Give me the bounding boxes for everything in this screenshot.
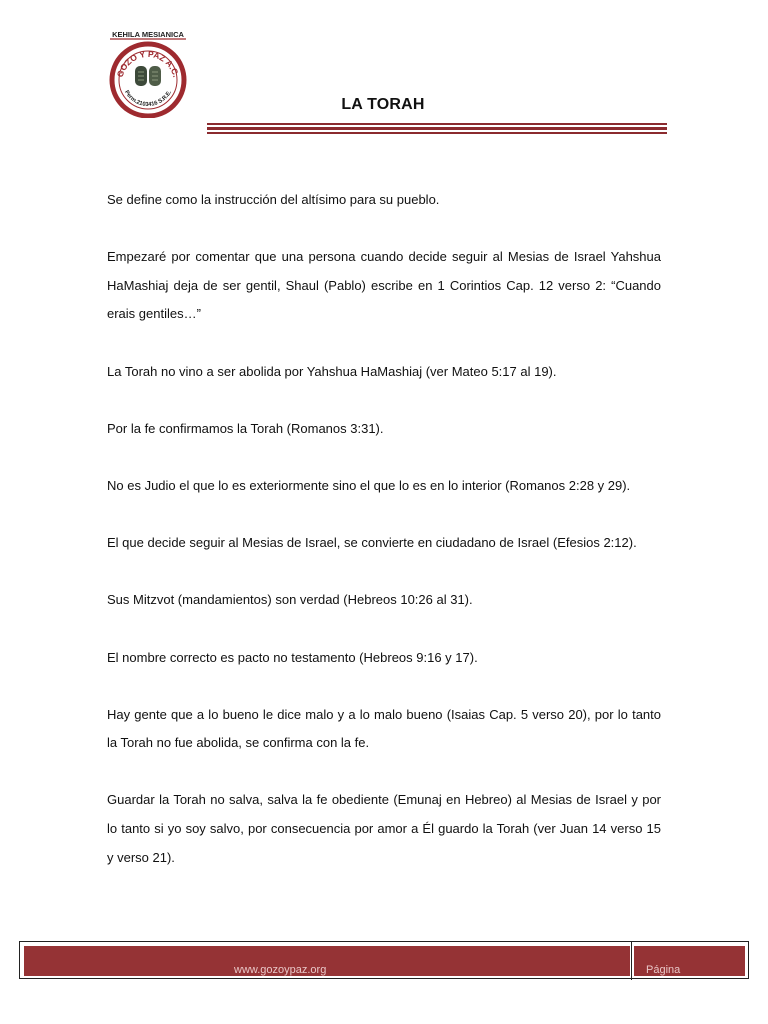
footer-page-bar — [634, 946, 745, 976]
paragraph: Empezaré por comentar que una persona cuando decide seguir al Mesias de Israel Yahshua HaMashiaj deja de ser gentil, Shaul (Pablo) escribe en 1 Corintios Cap. 12 verso 2: “Cuando erais gentiles…” — [107, 249, 661, 322]
footer-website-text: www.gozoypaz.org — [234, 964, 327, 976]
paragraph: La Torah no vino a ser abolida por Yahshua HaMashiaj (ver Mateo 5:17 al 19). — [107, 363, 557, 379]
paragraph: No es Judio el que lo es exteriormente sino el que lo es en lo interior (Romanos 2:28 y 29). — [107, 477, 631, 493]
footer-divider — [631, 942, 632, 980]
document-body — [107, 186, 661, 872]
paragraph: Guardar la Torah no salva, salva la fe obediente (Emunaj en Hebreo) al Mesias de Israel y por lo tanto si yo soy salvo, por consecuencia por amor a Él guardo la Torah (ver Juan 14 verso 15 y verso 21). — [107, 792, 661, 865]
footer-website-bar — [24, 946, 630, 976]
paragraph: Se define como la instrucción del altísimo para su pueblo. — [107, 192, 440, 207]
page-title: LA TORAH — [341, 96, 425, 113]
logo-top-text: KEHILA MESIANICA — [112, 30, 184, 39]
page-footer — [19, 941, 749, 979]
paragraph: Sus Mitzvot (mandamientos) son verdad (Hebreos 10:26 al 31). — [107, 592, 473, 608]
title-divider — [207, 123, 667, 134]
paragraph: El que decide seguir al Mesias de Israel, se convierte en ciudadano de Israel (Efesios 2:12). — [107, 535, 637, 551]
paragraph: Por la fe confirmamos la Torah (Romanos 3:31). — [107, 420, 384, 436]
paragraph: El nombre correcto es pacto no testamento (Hebreos 9:16 y 17). — [107, 649, 478, 665]
organization-logo — [104, 28, 192, 118]
paragraph: Hay gente que a lo bueno le dice malo y a lo malo bueno (Isaias Cap. 5 verso 20), por lo tanto la Torah no fue abolida, se confirma con la fe. — [107, 706, 661, 751]
logo-ring-text: GOZO Y PAZ A.C. — [114, 48, 182, 79]
footer-page-label: Página — [646, 964, 681, 976]
logo-bottom-text: Perm.2103416 S.R.E. — [122, 89, 174, 109]
